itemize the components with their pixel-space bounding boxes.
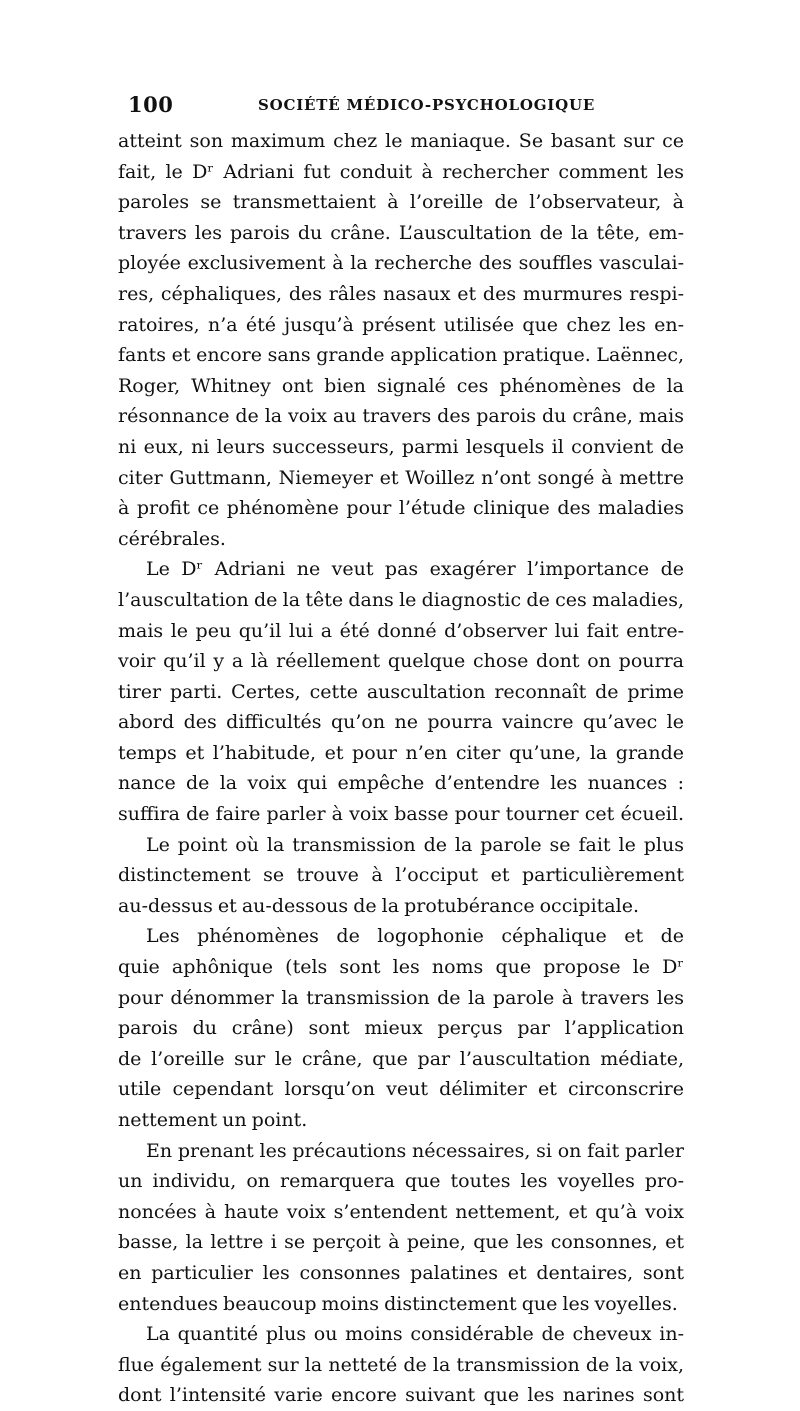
text-line: quie aphônique (tels sont les noms que propose le Dʳ [118, 956, 684, 979]
text-line: entendues beaucoup moins distinctement que les voyelles. [118, 1292, 678, 1315]
text-line: ployée exclusivement à la recherche des souffles vasculai- [118, 252, 684, 275]
text-line: paroles se transmettaient à l’oreille de l’observateur, à [118, 191, 684, 214]
text-line: ratoires, n’a été jusqu’à présent utilisée que chez les en- [118, 313, 684, 336]
running-head: SOCIÉTÉ MÉDICO-PSYCHOLOGIQUE [258, 96, 596, 114]
text-line: l’auscultation de la tête dans le diagnostic de ces maladies, [118, 588, 684, 611]
text-line: flue également sur la netteté de la transmission de la voix, [118, 1353, 684, 1376]
text-line: un individu, on remarquera que toutes les voyelles pro- [118, 1170, 684, 1193]
text-line: dont l’intensité varie encore suivant que les narines sont [118, 1384, 684, 1407]
text-line: au-dessus et au-dessous de la protubérance occipitale. [118, 894, 639, 917]
text-line: suffira de faire parler à voix basse pour tourner cet écueil. [118, 803, 684, 826]
text-line: à profit ce phénomène pour l’étude clinique des maladies [118, 497, 684, 520]
text-line: atteint son maximum chez le maniaque. Se basant sur ce [118, 130, 684, 152]
text-line: résonnance de la voix au travers des parois du crâne, mais [118, 405, 684, 428]
text-line: mais le peu qu’il lui a été donné d’observer lui fait entre- [118, 619, 684, 642]
text-line: res, céphaliques, des râles nasaux et des murmures respi- [118, 282, 684, 305]
text-line: Le Dʳ Adriani ne veut pas exagérer l’importance de [146, 558, 684, 581]
text-line: utile cependant lorsqu’on veut délimiter et circonscrire [118, 1078, 684, 1101]
text-line: parois du crâne) sont mieux perçus par l’application [118, 1017, 684, 1040]
text-line: fants et encore sans grande application pratique. Laënnec, [118, 344, 684, 367]
text-line: de l’oreille sur le crâne, que par l’auscultation médiate, [118, 1047, 684, 1070]
text-line: La quantité plus ou moins considérable de cheveux in- [146, 1323, 684, 1346]
text-line: cérébrales. [118, 527, 226, 550]
text-line: basse, la lettre i se perçoit à peine, que les consonnes, et [118, 1231, 684, 1254]
text-line: pour dénommer la transmission de la parole à travers les [118, 986, 684, 1009]
body-text [118, 126, 684, 1411]
text-line: Les phénomènes de logophonie céphalique et de [146, 925, 684, 948]
text-line: nance de la voix qui empêche d’entendre les nuances : [118, 772, 684, 795]
page-number: 100 [128, 92, 174, 117]
text-line: tirer parti. Certes, cette auscultation reconnaît de prime [118, 680, 684, 703]
text-line: temps et l’habitude, et pour n’en citer qu’une, la grande [118, 741, 684, 764]
text-line: citer Guttmann, Niemeyer et Woillez n’ont songé à mettre [118, 466, 684, 489]
text-line: voir qu’il y a là réellement quelque chose dont on pourra [118, 650, 684, 673]
text-line: abord des difficultés qu’on ne pourra vaincre qu’avec le [118, 711, 684, 734]
text-line: Le point où la transmission de la parole se fait le plus [146, 833, 684, 856]
text-line: nettement un point. [118, 1109, 308, 1131]
text-line: distinctement se trouve à l’occiput et particulièrement [118, 864, 684, 887]
text-line: noncées à haute voix s’entendent nettement, et qu’à voix [118, 1200, 684, 1223]
text-line: En prenant les précautions nécessaires, si on fait parler [146, 1139, 684, 1162]
page-header [128, 92, 680, 122]
text-line: ni eux, ni leurs successeurs, parmi lesquels il convient de [118, 435, 684, 458]
text-line: Roger, Whitney ont bien signalé ces phénomènes de la [118, 374, 684, 397]
text-line: travers les parois du crâne. L’auscultation de la tête, em- [118, 221, 684, 244]
text-line: en particulier les consonnes palatines et dentaires, sont [118, 1261, 684, 1284]
text-line: fait, le Dʳ Adriani fut conduit à rechercher comment les [118, 160, 684, 183]
